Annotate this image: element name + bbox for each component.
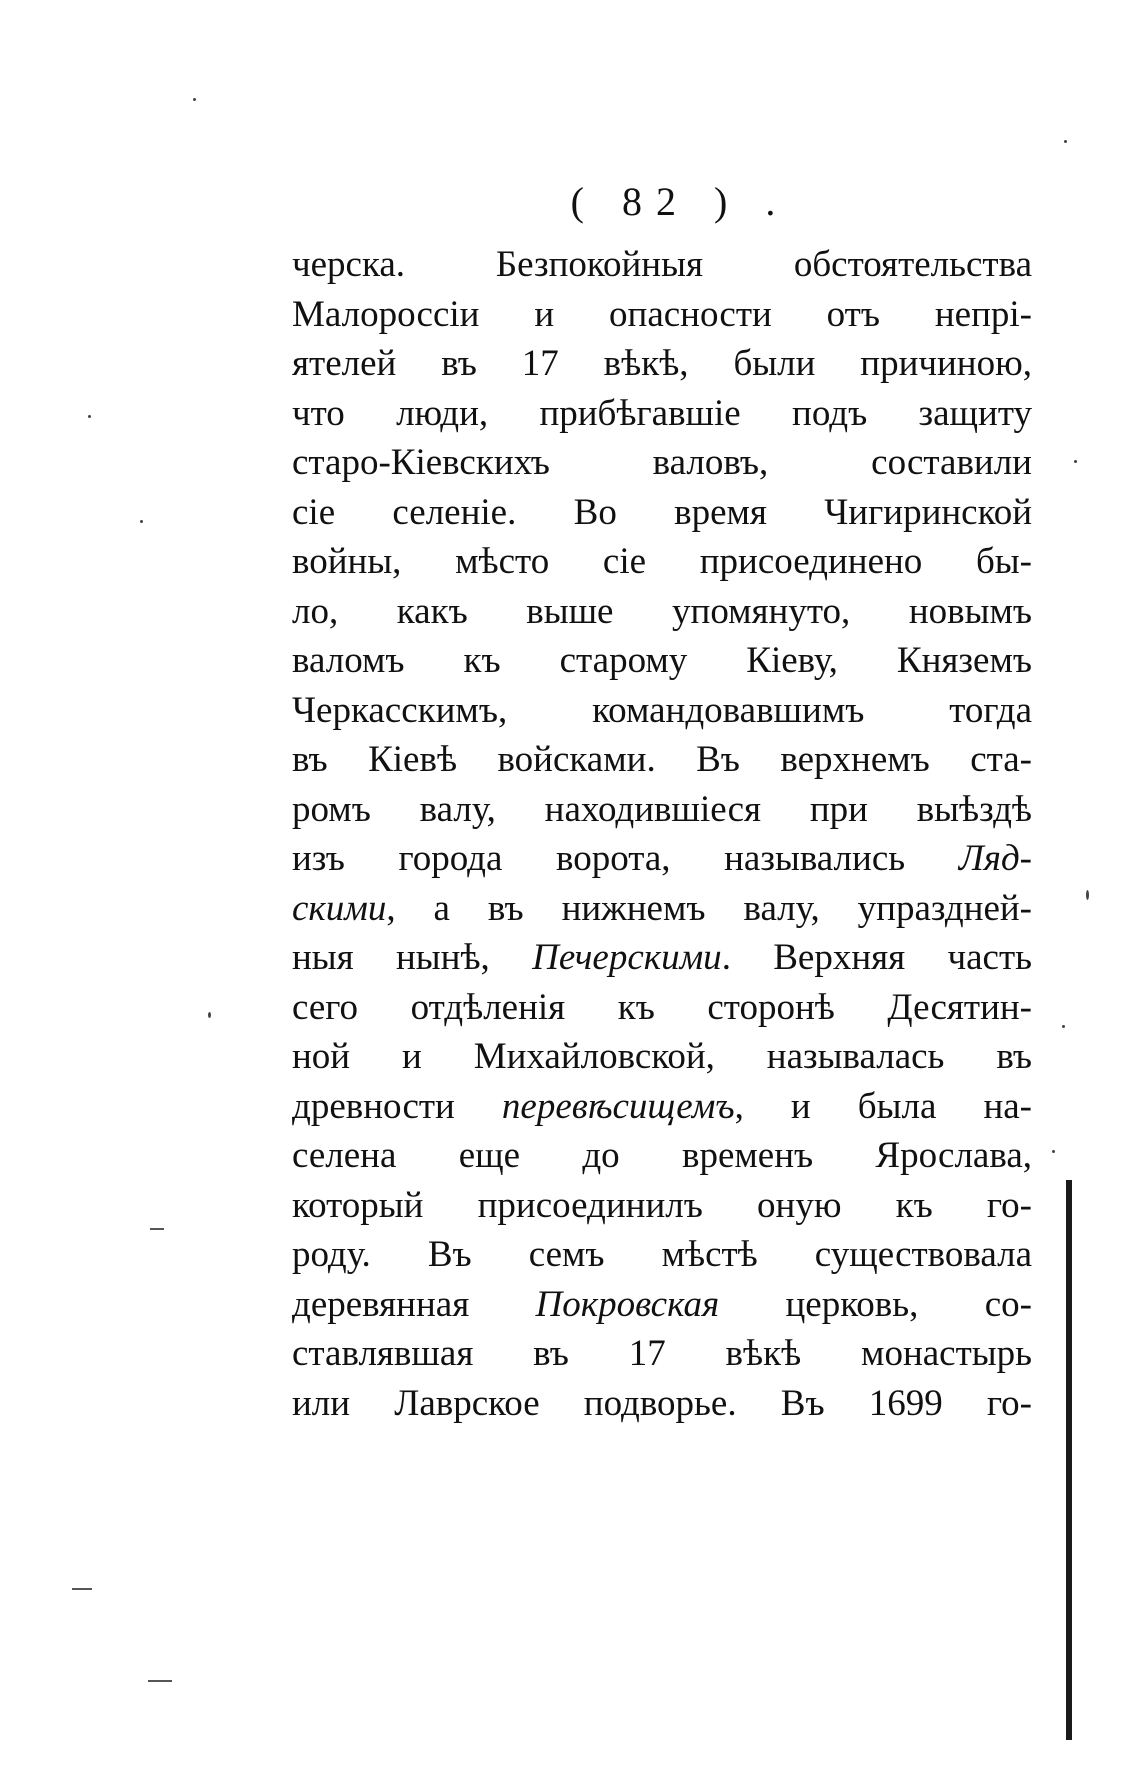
- italic-run: скими: [292, 887, 387, 929]
- text-line: [292, 1082, 1032, 1132]
- text-line: [292, 389, 1032, 439]
- text-run: Малороссіи и опасности отъ непрі-: [292, 293, 1032, 335]
- scan-speck: [1062, 1025, 1065, 1028]
- text-line: [292, 537, 1032, 587]
- text-line: [292, 1329, 1032, 1379]
- text-line: [292, 834, 1032, 884]
- text-line: [292, 636, 1032, 686]
- text-line: [292, 983, 1032, 1033]
- binding-edge-shadow: [1066, 1180, 1072, 1740]
- text-run: ныя нынѣ,: [292, 937, 533, 978]
- text-run: древности: [292, 1085, 502, 1127]
- text-run: который присоединилъ оную къ го-: [292, 1184, 1032, 1226]
- text-line: [292, 686, 1032, 736]
- text-run: селена еще до временъ Ярослава,: [292, 1135, 1032, 1176]
- text-line: [292, 884, 1032, 934]
- scan-tick: [72, 1588, 92, 1590]
- scan-speck: [1086, 890, 1089, 900]
- text-line: [292, 587, 1032, 637]
- text-run: валомъ къ старому Кіеву, Княземъ: [292, 640, 1032, 681]
- scan-speck: [140, 520, 143, 523]
- text-line: [292, 1181, 1032, 1231]
- body-text: [292, 240, 1032, 1428]
- text-run: старо-Кіевскихъ валовъ, составили: [292, 442, 1032, 483]
- scan-speck: [193, 98, 196, 101]
- text-run: ромъ валу, находившіеся при выѣздѣ: [292, 788, 1032, 830]
- text-run: церковь, со-: [719, 1283, 1032, 1325]
- scan-speck: [1052, 1150, 1055, 1153]
- text-run: что люди, прибѣгавшіе подъ защиту: [292, 392, 1032, 434]
- text-line: [292, 1379, 1032, 1429]
- text-line: [292, 488, 1032, 538]
- text-run: или Лаврское подворье. Въ 1699 го-: [292, 1382, 1032, 1424]
- text-run: сіе селеніе. Во время Чигиринской: [292, 491, 1032, 533]
- scan-speck: [208, 1012, 211, 1018]
- scan-tick: [148, 1680, 172, 1682]
- text-run: ятелей въ 17 вѣкѣ, были причиною,: [292, 343, 1032, 384]
- scan-tick: [150, 1228, 164, 1230]
- text-line: [292, 438, 1032, 488]
- text-run: . Верхняя часть: [721, 937, 1032, 978]
- text-run: , и была на-: [734, 1085, 1032, 1127]
- text-run: деревянная: [292, 1283, 536, 1325]
- text-run: въ Кіевѣ войсками. Въ верхнемъ ста-: [292, 739, 1032, 780]
- text-line: [292, 1032, 1032, 1082]
- text-run: изъ города ворота, назывались: [292, 838, 959, 879]
- text-line: [292, 240, 1032, 290]
- text-run: ной и Михайловской, называлась въ: [292, 1036, 1032, 1077]
- text-line: [292, 785, 1032, 835]
- italic-run: перевѣсищемъ: [501, 1085, 735, 1127]
- text-run: ставлявшая въ 17 вѣкѣ монастырь: [292, 1333, 1032, 1374]
- scan-speck: [1074, 460, 1077, 463]
- text-line: [292, 290, 1032, 340]
- text-run: роду. Въ семъ мѣстѣ существовала: [292, 1234, 1032, 1275]
- text-line: [292, 1280, 1032, 1330]
- page-number: ( 82 ) .: [570, 179, 790, 224]
- italic-run: Покровская: [535, 1283, 720, 1325]
- text-line: [292, 933, 1032, 983]
- scan-speck: [88, 415, 91, 418]
- italic-run: Печерскими: [532, 937, 722, 978]
- text-line: [292, 1131, 1032, 1181]
- text-line: [292, 735, 1032, 785]
- scan-speck: [1064, 140, 1067, 143]
- text-line: [292, 1230, 1032, 1280]
- italic-run: Ляд-: [958, 838, 1032, 879]
- text-line: [292, 339, 1032, 389]
- text-run: черска. Безпокойныя обстоятельства: [292, 244, 1032, 285]
- text-run: войны, мѣсто сіе присоединено бы-: [292, 541, 1032, 582]
- text-run: Черкасскимъ, командовавшимъ тогда: [292, 689, 1032, 731]
- text-run: ло, какъ выше упомянуто, новымъ: [292, 590, 1032, 632]
- text-run: , а въ нижнемъ валу, упраздней-: [386, 887, 1032, 929]
- text-run: сего отдѣленія къ сторонѣ Десятин-: [292, 986, 1032, 1028]
